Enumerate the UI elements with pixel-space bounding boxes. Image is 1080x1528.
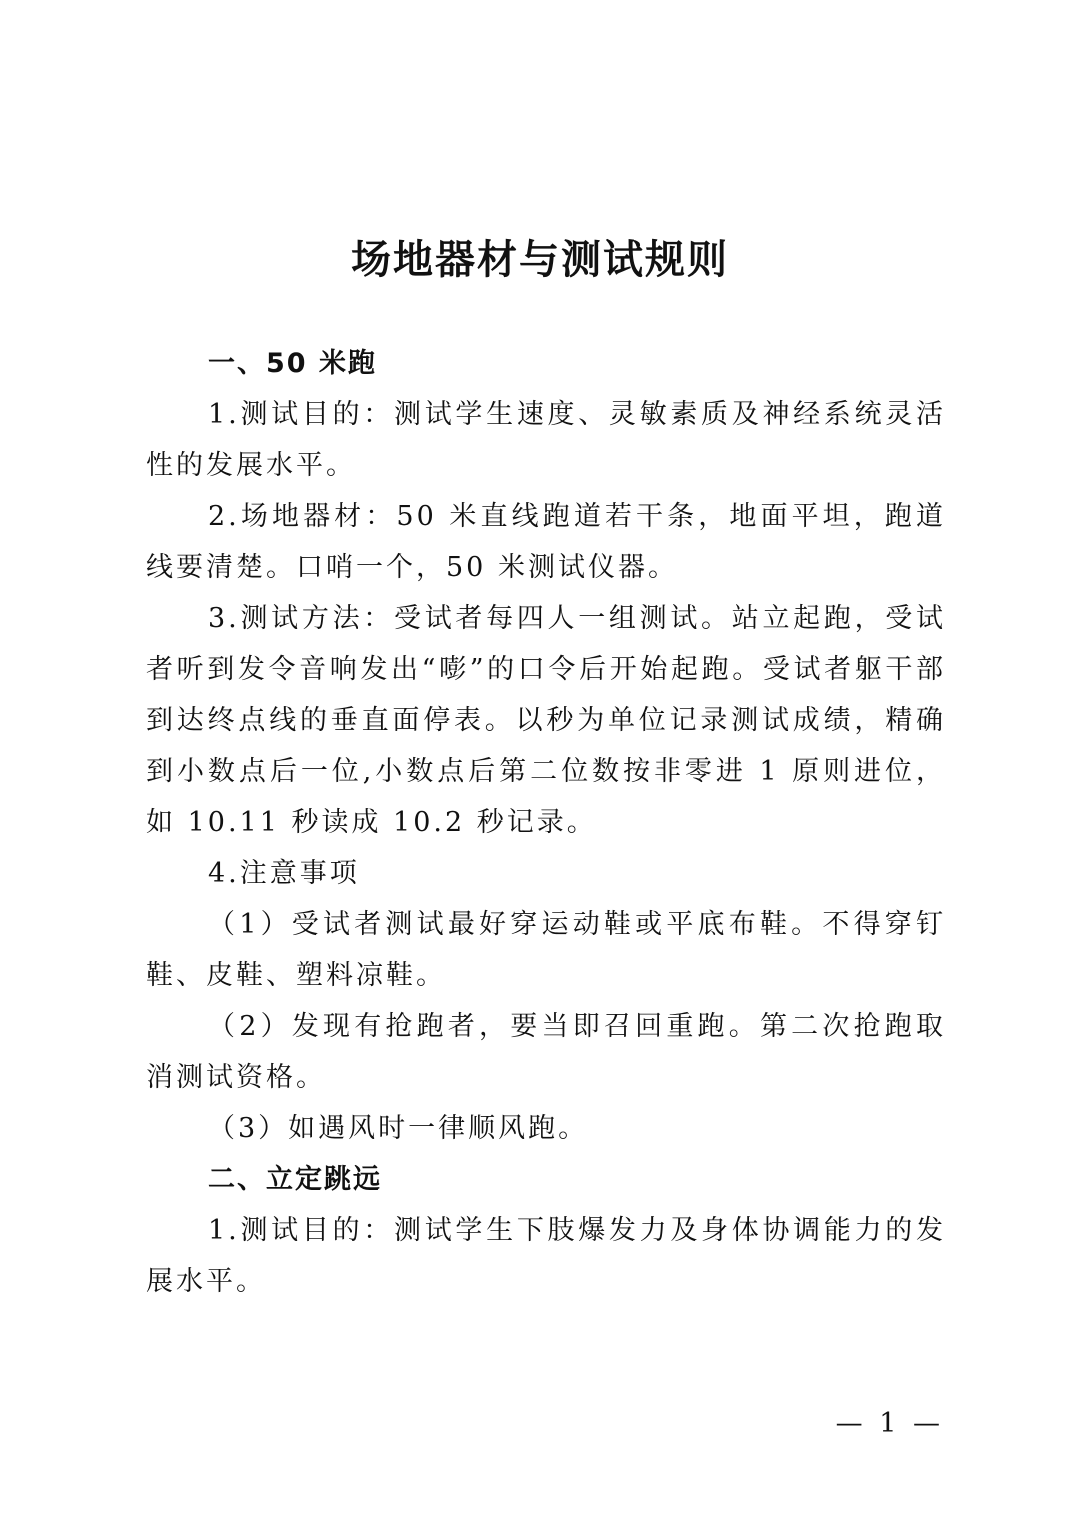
page-number: — 1 — xyxy=(835,1408,944,1439)
paragraph-test-purpose: 1.测试目的：测试学生速度、灵敏素质及神经系统灵活性的发展水平。 xyxy=(146,399,946,481)
paragraph-note-2: （2）发现有抢跑者，要当即召回重跑。第二次抢跑取消测试资格。 xyxy=(146,1011,946,1093)
paragraph-note-3: （3）如遇风时一律顺风跑。 xyxy=(208,1113,589,1144)
paragraph-test-method: 3.测试方法：受试者每四人一组测试。站立起跑，受试者听到发令音响发出“嘭”的口令后开始起跑。受试者躯干部到达终点线的垂直面停表。以秒为单位记录测试成绩，精确到小数点后一位,小数点后第二位数按非零进 1 原则进位，如 10.11 秒读成 10.2 秒记录。 xyxy=(146,603,946,838)
paragraph-equipment: 2.场地器材：50 米直线跑道若干条，地面平坦，跑道线要清楚。口哨一个，50 米测试仪器。 xyxy=(146,501,946,583)
paragraph-notes-heading: 4.注意事项 xyxy=(208,858,360,889)
paragraph-note-1: （1）受试者测试最好穿运动鞋或平底布鞋。不得穿钉鞋、皮鞋、塑料凉鞋。 xyxy=(146,909,946,991)
section-heading-standing-long-jump: 二、立定跳远 xyxy=(208,1164,382,1195)
paragraph-jump-test-purpose: 1.测试目的：测试学生下肢爆发力及身体协调能力的发展水平。 xyxy=(146,1215,946,1297)
document-title: 场地器材与测试规则 xyxy=(351,237,729,283)
document-body xyxy=(146,338,946,1307)
section-heading-50m-run: 一、50 米跑 xyxy=(208,348,377,379)
